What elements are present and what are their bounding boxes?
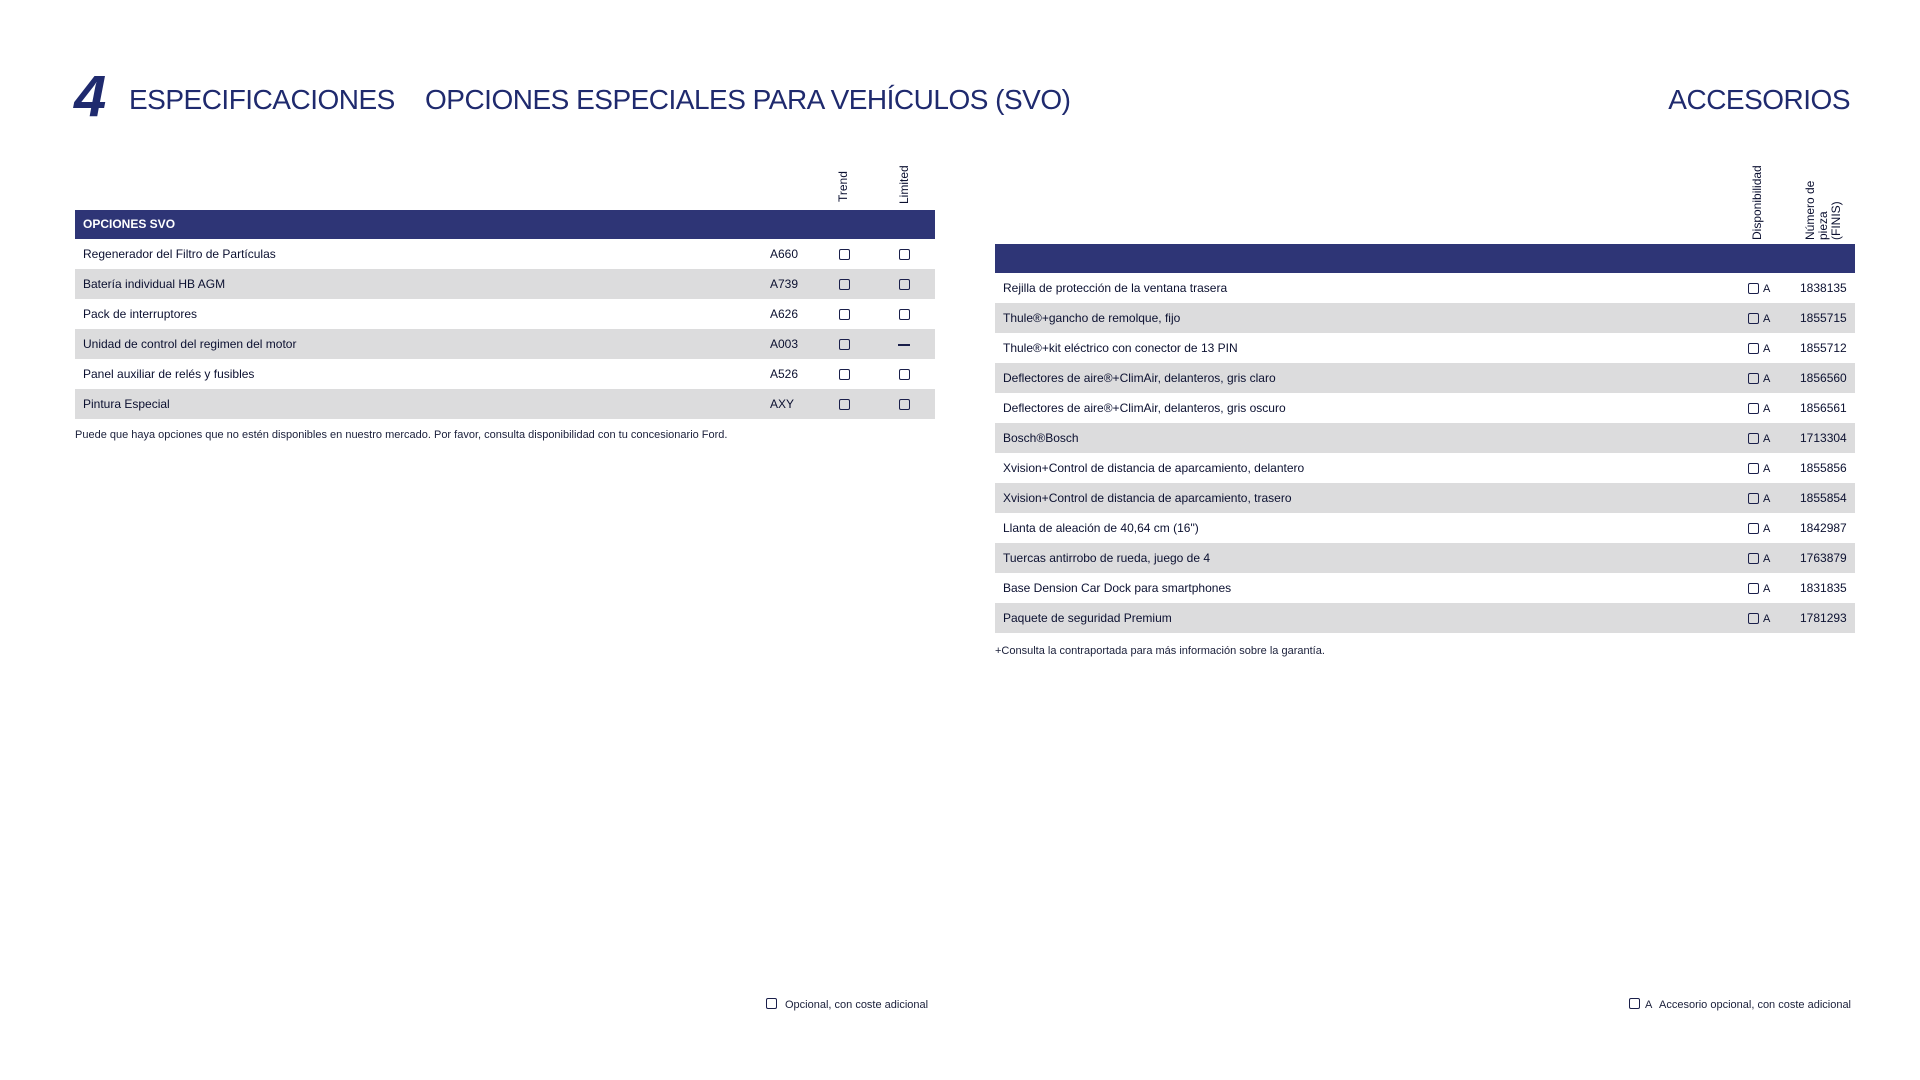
svo-table-header-bar: OPCIONES SVO — [75, 210, 935, 239]
row-label: Thule®+kit eléctrico con conector de 13 PIN — [1003, 341, 1238, 355]
table-row — [995, 273, 1855, 303]
optional-checkbox-icon — [1748, 373, 1759, 384]
option-code: A526 — [770, 367, 799, 381]
column-header-trend: Trend — [836, 171, 850, 202]
option-code: AXY — [770, 397, 795, 411]
optional-checkbox-icon — [899, 309, 910, 320]
table-row — [75, 269, 935, 299]
part-number: 1838135 — [1800, 281, 1847, 295]
optional-checkbox-icon — [1748, 463, 1759, 474]
svo-footnote: Puede que haya opciones que no estén disponibles en nuestro mercado. Por favor, consulta disponibilidad con tu concesionario Ford. — [75, 429, 728, 441]
optional-checkbox-icon — [899, 279, 910, 290]
availability-letter: A — [1763, 523, 1771, 535]
table-row — [995, 483, 1855, 513]
row-label: Pintura Especial — [83, 397, 170, 411]
option-code: A003 — [770, 337, 799, 351]
column-header-part-number: Número de pieza (FINIS) — [1803, 180, 1843, 240]
row-label: Bosch®Bosch — [1003, 431, 1079, 445]
optional-checkbox-icon — [1748, 343, 1759, 354]
legend-accessory-label: Accesorio opcional, con coste adicional — [1659, 999, 1852, 1011]
availability-letter: A — [1763, 433, 1771, 445]
row-label: Regenerador del Filtro de Partículas — [83, 247, 276, 261]
legend-accessory-letter: A — [1645, 999, 1653, 1011]
optional-checkbox-icon — [839, 399, 850, 410]
optional-checkbox-icon — [899, 249, 910, 260]
part-number: 1855712 — [1800, 341, 1847, 355]
part-number: 1781293 — [1800, 611, 1847, 625]
optional-checkbox-icon — [1748, 583, 1759, 594]
table-row — [75, 329, 935, 359]
row-label: Tuercas antirrobo de rueda, juego de 4 — [1003, 551, 1211, 565]
availability-letter: A — [1763, 283, 1771, 295]
optional-checkbox-icon — [839, 249, 850, 260]
section-number: 4 — [74, 64, 107, 129]
row-label: Xvision+Control de distancia de aparcamiento, trasero — [1003, 491, 1292, 505]
row-label: Thule®+gancho de remolque, fijo — [1003, 311, 1181, 325]
row-label: Unidad de control del regimen del motor — [83, 337, 297, 351]
accessories-table-header-bar — [995, 244, 1855, 273]
availability-letter: A — [1763, 583, 1771, 595]
table-row — [995, 423, 1855, 453]
row-label: Batería individual HB AGM — [83, 277, 226, 291]
option-code: A739 — [770, 277, 799, 291]
column-header-limited: Limited — [897, 165, 911, 204]
optional-checkbox-icon — [1748, 493, 1759, 504]
optional-checkbox-icon — [1748, 433, 1759, 444]
availability-letter: A — [1763, 403, 1771, 415]
availability-letter: A — [1763, 313, 1771, 325]
table-row — [995, 543, 1855, 573]
option-code: A626 — [770, 307, 799, 321]
row-label: Xvision+Control de distancia de aparcamiento, delantero — [1003, 461, 1305, 475]
optional-checkbox-icon — [1748, 313, 1759, 324]
svo-table — [75, 210, 935, 419]
table-row — [995, 363, 1855, 393]
row-label: Deflectores de aire®+ClimAir, delanteros, gris oscuro — [1003, 401, 1286, 415]
table-row — [995, 333, 1855, 363]
row-label: Llanta de aleación de 40,64 cm (16") — [1003, 521, 1199, 535]
optional-checkbox-icon — [839, 279, 850, 290]
table-row — [995, 513, 1855, 543]
accessories-table — [995, 244, 1855, 633]
row-label: Paquete de seguridad Premium — [1003, 611, 1172, 625]
part-number: 1713304 — [1800, 431, 1847, 445]
accessories-footnote: +Consulta la contraportada para más información sobre la garantía. — [995, 645, 1325, 657]
table-row — [75, 389, 935, 419]
optional-checkbox-icon — [839, 309, 850, 320]
section-title: ESPECIFICACIONES — [129, 84, 395, 115]
table-row — [995, 303, 1855, 333]
svo-title: OPCIONES ESPECIALES PARA VEHÍCULOS (SVO) — [425, 84, 1071, 115]
table-row — [75, 239, 935, 269]
availability-letter: A — [1763, 343, 1771, 355]
optional-checkbox-icon — [1748, 523, 1759, 534]
table-row — [995, 393, 1855, 423]
table-row — [75, 359, 935, 389]
optional-checkbox-icon — [839, 339, 850, 350]
row-label: Pack de interruptores — [83, 307, 198, 321]
part-number: 1831835 — [1800, 581, 1847, 595]
optional-checkbox-icon — [1748, 553, 1759, 564]
accessories-table-body — [995, 273, 1855, 633]
optional-checkbox-icon — [1748, 283, 1759, 294]
svo-table-body — [75, 239, 935, 419]
optional-checkbox-icon — [839, 369, 850, 380]
legend-accessory-icon — [1629, 998, 1640, 1009]
optional-checkbox-icon — [899, 369, 910, 380]
availability-letter: A — [1763, 373, 1771, 385]
availability-letter: A — [1763, 613, 1771, 625]
row-label: Panel auxiliar de relés y fusibles — [83, 367, 255, 381]
optional-checkbox-icon — [1748, 613, 1759, 624]
table-row — [75, 299, 935, 329]
row-label: Rejilla de protección de la ventana trasera — [1003, 281, 1228, 295]
optional-checkbox-icon — [1748, 403, 1759, 414]
table-row — [995, 603, 1855, 633]
row-label: Deflectores de aire®+ClimAir, delanteros, gris claro — [1003, 371, 1276, 385]
legend-optional-icon — [766, 998, 777, 1009]
availability-letter: A — [1763, 553, 1771, 565]
accessories-title: ACCESORIOS — [1668, 84, 1850, 115]
part-number: 1842987 — [1800, 521, 1847, 535]
part-number: 1855854 — [1800, 491, 1847, 505]
row-label: Base Dension Car Dock para smartphones — [1003, 581, 1232, 595]
option-code: A660 — [770, 247, 799, 261]
part-number: 1855715 — [1800, 311, 1847, 325]
part-number: 1856560 — [1800, 371, 1847, 385]
column-header-availability: Disponibilidad — [1750, 165, 1764, 240]
part-number: 1856561 — [1800, 401, 1847, 415]
availability-letter: A — [1763, 463, 1771, 475]
not-available-dash-icon — [898, 344, 910, 346]
part-number: 1855856 — [1800, 461, 1847, 475]
legend-optional-label: Opcional, con coste adicional — [785, 999, 929, 1011]
optional-checkbox-icon — [899, 399, 910, 410]
availability-letter: A — [1763, 493, 1771, 505]
part-number: 1763879 — [1800, 551, 1847, 565]
table-row — [995, 573, 1855, 603]
table-row — [995, 453, 1855, 483]
